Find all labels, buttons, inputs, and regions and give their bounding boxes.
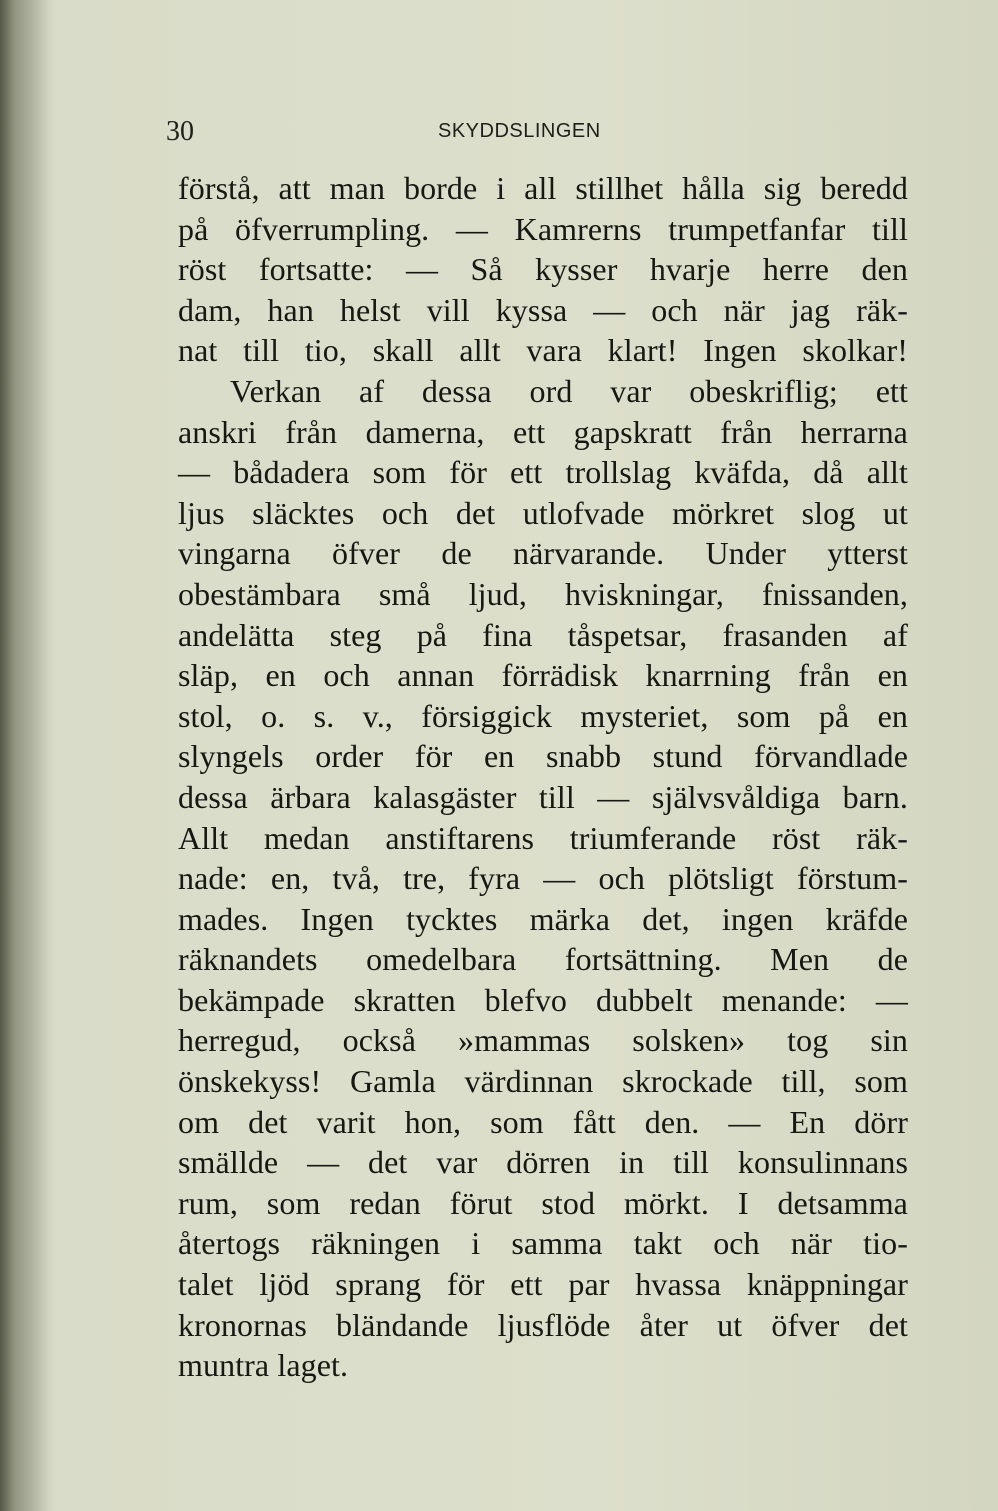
text-line: talet ljöd sprang för ett par hvassa knäppningar — [178, 1266, 908, 1303]
text-line: stol, o. s. v., försiggick mysteriet, som på en — [178, 697, 908, 734]
text-line: vingarna öfver de närvarande. Under ytterst — [178, 535, 908, 572]
text-line: dam, han helst vill kyssa — och när jag räk- — [178, 291, 908, 328]
page-gutter-shadow — [0, 0, 56, 1511]
text-line: smällde — det var dörren in till konsulinnans — [178, 1144, 908, 1181]
text-line: kronornas bländande ljusflöde åter ut öfver det — [178, 1306, 908, 1343]
text-line: förstå, att man borde i all stillhet hålla sig beredd — [178, 170, 908, 206]
text-line: muntra laget. — [178, 1347, 349, 1384]
text-line: ljus släcktes och det utlofvade mörkret slog ut — [178, 494, 908, 531]
text-line: återtogs räkningen i samma takt och när tio- — [178, 1225, 908, 1262]
text-line: Verkan af dessa ord var obeskriflig; ett — [230, 372, 908, 409]
text-line: rum, som redan förut stod mörkt. I detsamma — [178, 1184, 908, 1221]
body-text — [178, 168, 908, 1386]
text-line: släp, en och annan förrädisk knarrning från en — [178, 657, 908, 694]
text-line: nade: en, två, tre, fyra — och plötsligt förstum- — [178, 860, 908, 897]
text-line: röst fortsatte: — Så kysser hvarje herre den — [178, 251, 908, 288]
text-line: herregud, också »mammas solsken» tog sin — [178, 1022, 908, 1059]
text-line: slyngels order för en snabb stund förvandlade — [178, 738, 908, 775]
text-line: om det varit hon, som fått den. — En dörr — [178, 1103, 908, 1140]
running-title: SKYDDSLINGEN — [438, 120, 601, 142]
text-line: obestämbara små ljud, hviskningar, fnissanden, — [178, 575, 908, 612]
page-number: 30 — [166, 116, 194, 147]
text-line: dessa ärbara kalasgäster till — självsvåldiga barn. — [178, 778, 908, 815]
text-line: bekämpade skratten blefvo dubbelt menande: — — [178, 981, 908, 1018]
text-line: nat till tio, skall allt vara klart! Ingen skolkar! — [178, 332, 908, 369]
text-line: önskekyss! Gamla värdinnan skrockade till, som — [178, 1063, 908, 1100]
text-line: — bådadera som för ett trollslag kväfda, då allt — [178, 454, 908, 491]
text-line: andelätta steg på fina tåspetsar, frasanden af — [178, 616, 908, 653]
text-line: räknandets omedelbara fortsättning. Men de — [178, 941, 908, 978]
text-line: på öfverrumpling. — Kamrerns trumpetfanfar till — [178, 210, 908, 247]
running-head — [166, 112, 906, 152]
text-line: anskri från damerna, ett gapskratt från herrarna — [178, 413, 908, 450]
text-line: mades. Ingen tycktes märka det, ingen kräfde — [178, 900, 908, 937]
text-line: Allt medan anstiftarens triumferande röst räk- — [178, 819, 908, 856]
